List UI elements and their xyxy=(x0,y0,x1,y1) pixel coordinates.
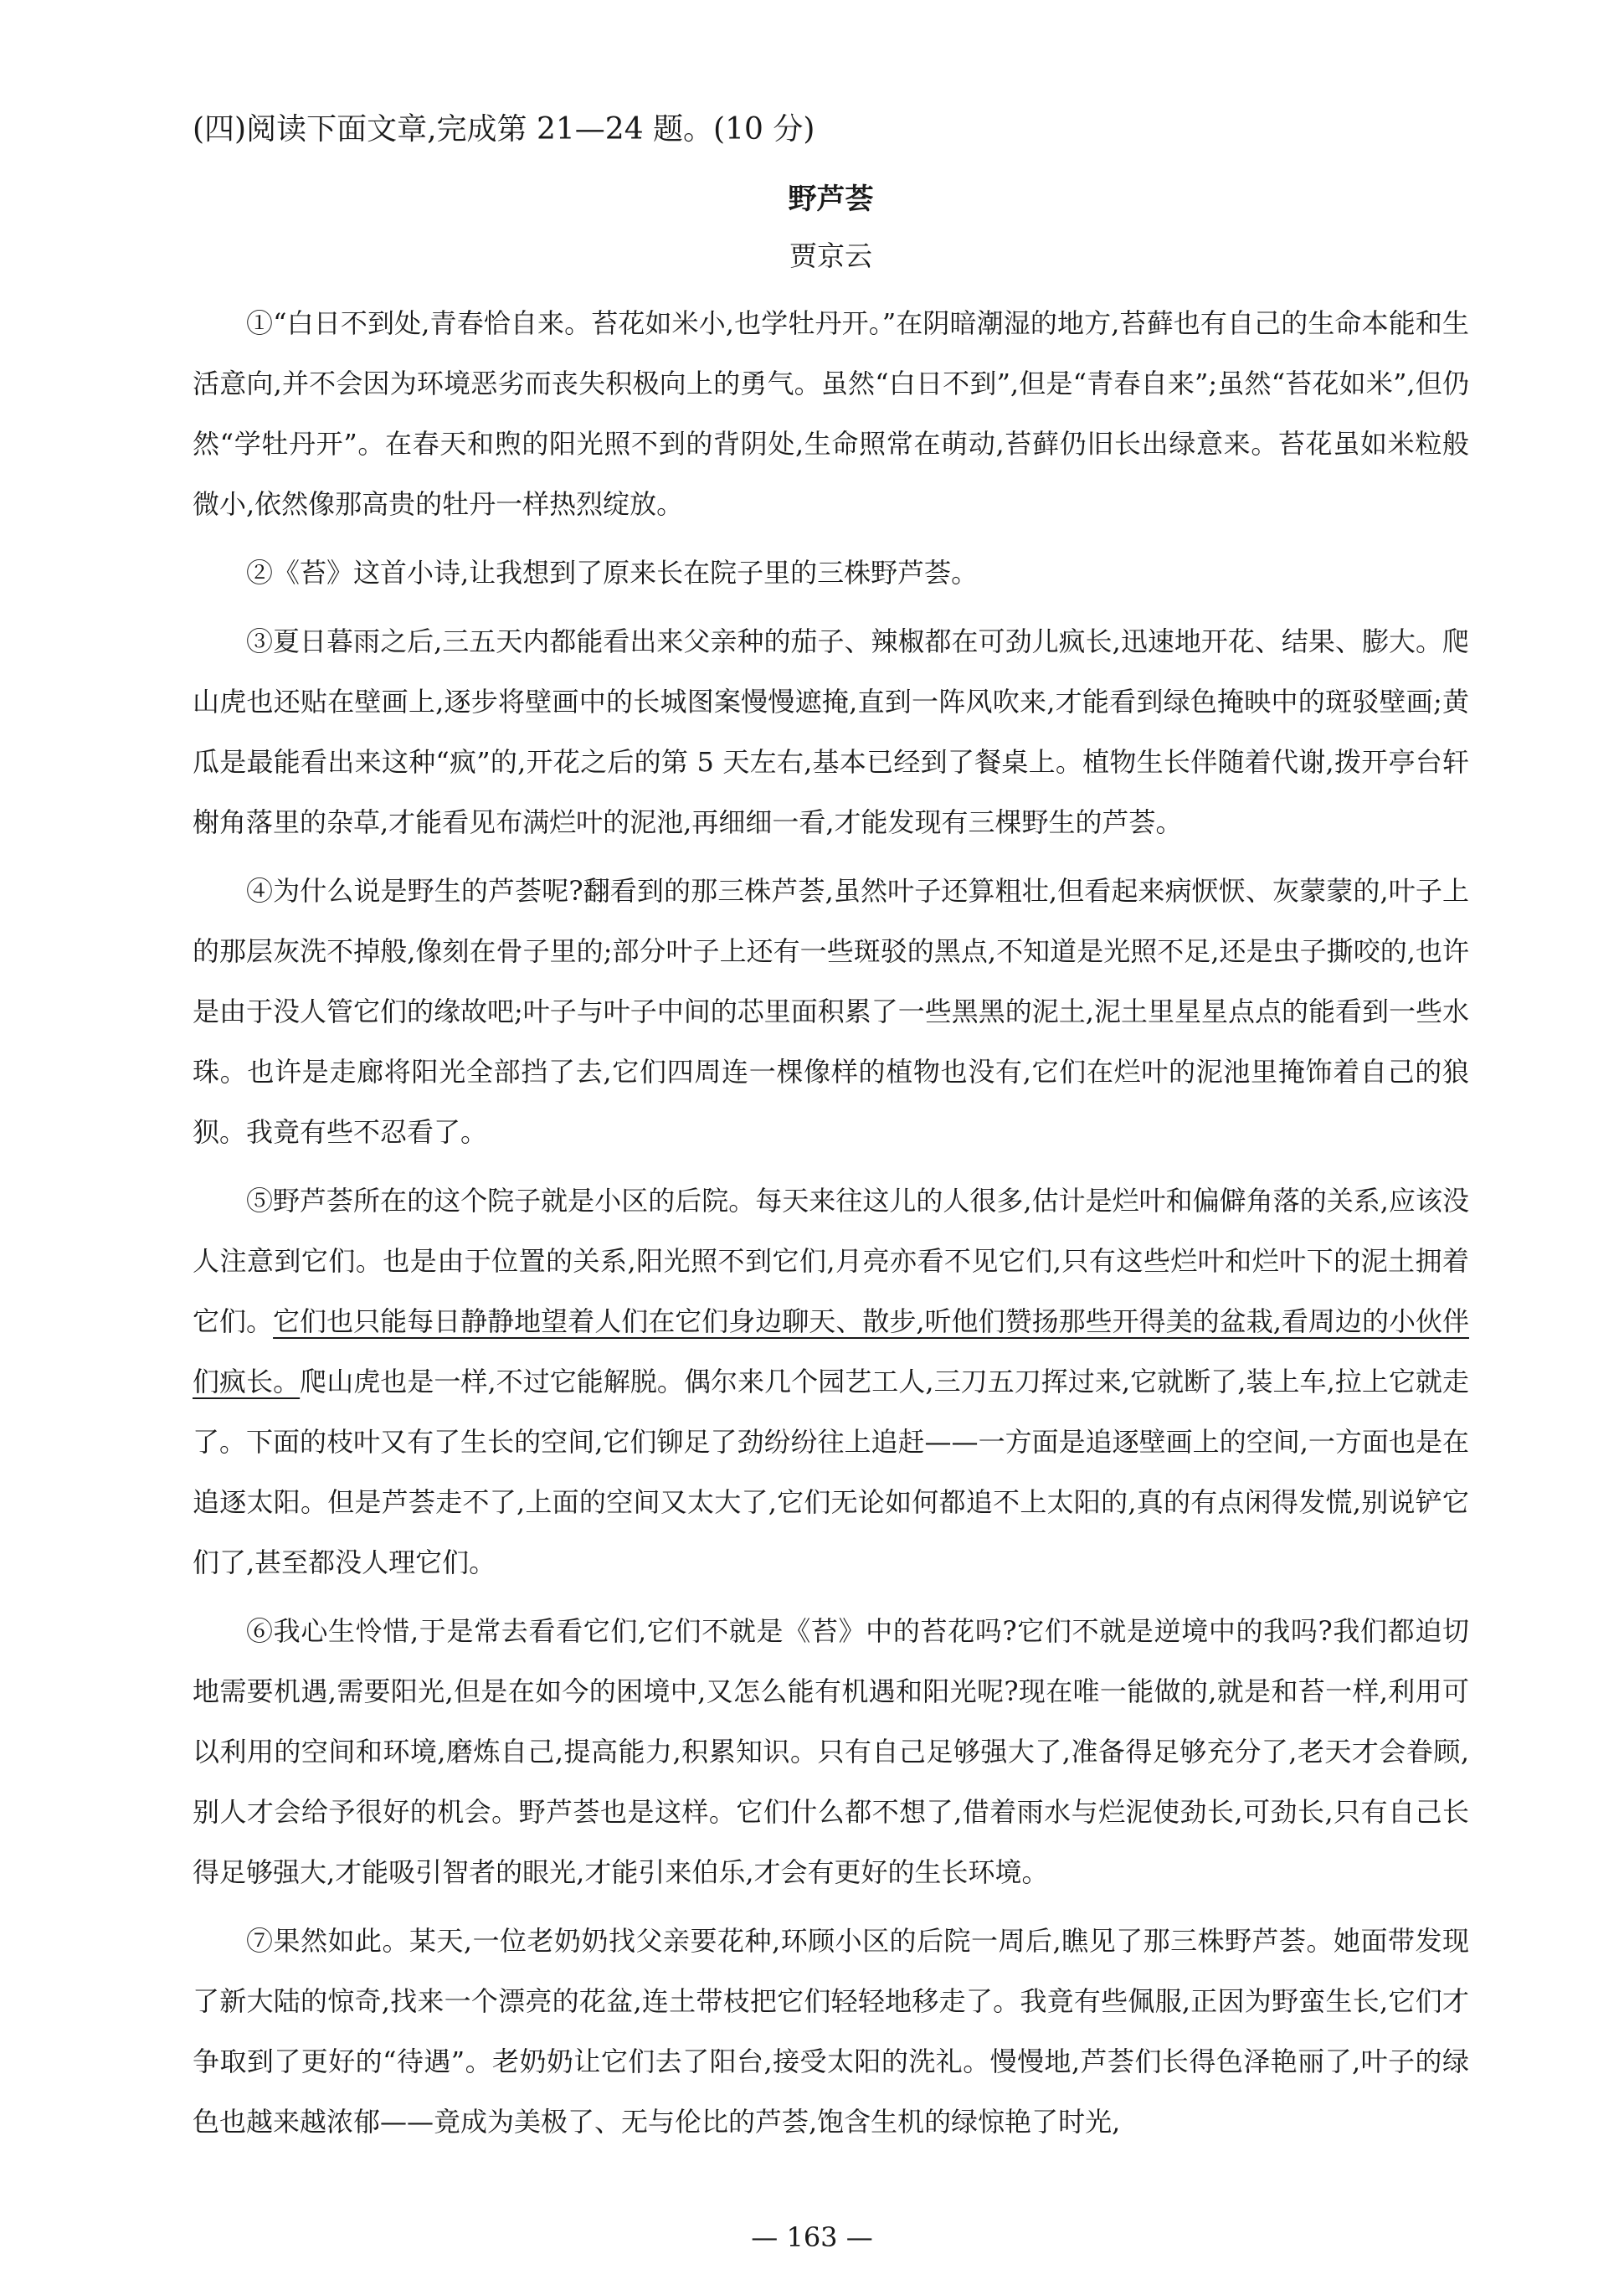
page-content xyxy=(193,100,1469,2160)
underlined-sentence: 它们也只能每日静静地望着人们在它们身边聊天、散步,听他们赞扬那些开得美的盆栽,看周边的小伙伴们疯长。 xyxy=(193,1305,1469,1397)
page-number: — 163 — xyxy=(751,2221,873,2253)
paragraph-5 xyxy=(193,1171,1469,1593)
paragraph-4: ④为什么说是野生的芦荟呢?翻看到的那三株芦荟,虽然叶子还算粗壮,但看起来病恹恹、灰蒙蒙的,叶子上的那层灰洗不掉般,像刻在骨子里的;部分叶子上还有一些斑驳的黑点,不知道是光照不足,还是虫子撕咬的,也许是由于没人管它们的缘故吧;叶子与叶子中间的芯里面积累了一些黑黑的泥土,泥土里星星点点的能看到一些水珠。也许是走廊将阳光全部挡了去,它们四周连一棵像样的植物也没有,它们在烂叶的泥池里掩饰着自己的狼狈。我竟有些不忍看了。 xyxy=(193,875,1469,1148)
paragraph-2: ②《苔》这首小诗,让我想到了原来长在院子里的三株野芦荟。 xyxy=(246,557,979,589)
paragraph-7: ⑦果然如此。某天,一位老奶奶找父亲要花种,环顾小区的后院一周后,瞧见了那三株野芦荟。她面带发现了新大陆的惊奇,找来一个漂亮的花盆,连土带枝把它们轻轻地移走了。我竟有些佩服,正因为野蛮生长,它们才争取到了更好的“待遇”。老奶奶让它们去了阳台,接受太阳的洗礼。慢慢地,芦荟们长得色泽艳丽了,叶子的绿色也越来越浓郁——竟成为美极了、无与伦比的芦荟,饱含生机的绿惊艳了时光, xyxy=(193,1925,1469,2138)
paragraph-5-after: 爬山虎也是一样,不过它能解脱。偶尔来几个园艺工人,三刀五刀挥过来,它就断了,装上车,拉上它就走了。下面的枝叶又有了生长的空间,它们铆足了劲纷纷往上追赶——一方面是追逐壁画上的空间,一方面也是在追逐太阳。但是芦荟走不了,上面的空间又太大了,它们无论如何都追不上太阳的,真的有点闲得发慌,别说铲它们了,甚至都没人理它们。 xyxy=(193,1366,1469,1578)
paragraph-3: ③夏日暮雨之后,三五天内都能看出来父亲种的茄子、辣椒都在可劲儿疯长,迅速地开花、结果、膨大。爬山虎也还贴在壁画上,逐步将壁画中的长城图案慢慢遮掩,直到一阵风吹来,才能看到绿色掩映中的斑驳壁画;黄瓜是最能看出来这种“疯”的,开花之后的第 5 天左右,基本已经到了餐桌上。植物生长伴随着代谢,拨开亭台轩榭角落里的杂草,才能看见布满烂叶的泥池,再细细一看,才能发现有三棵野生的芦荟。 xyxy=(193,625,1469,838)
paragraph-5-before: ⑤野芦荟所在的这个院子就是小区的后院。每天来往这儿的人很多,估计是烂叶和偏僻角落的关系,应该没人注意到它们。也是由于位置的关系,阳光照不到它们,月亮亦看不见它们,只有这些烂叶和烂叶下的泥土拥着它们。 xyxy=(193,1185,1469,1337)
paragraph-1: ①“白日不到处,青春恰自来。苔花如米小,也学牡丹开。”在阴暗潮湿的地方,苔藓也有自己的生命本能和生活意向,并不会因为环境恶劣而丧失积极向上的勇气。虽然“白日不到”,但是“青春自来”;虽然“苔花如米”,但仍然“学牡丹开”。在春天和煦的阳光照不到的背阴处,生命照常在萌动,苔藓仍旧长出绿意来。苔花虽如米粒般微小,依然像那高贵的牡丹一样热烈绽放。 xyxy=(193,307,1469,520)
article-author: 贾京云 xyxy=(789,239,872,272)
section-heading: (四)阅读下面文章,完成第 21—24 题。(10 分) xyxy=(193,112,815,147)
paragraph-6: ⑥我心生怜惜,于是常去看看它们,它们不就是《苔》中的苔花吗?它们不就是逆境中的我吗?我们都迫切地需要机遇,需要阳光,但是在如今的困境中,又怎么能有机遇和阳光呢?现在唯一能做的,就是和苔一样,利用可以利用的空间和环境,磨炼自己,提高能力,积累知识。只有自己足够强大了,准备得足够充分了,老天才会眷顾,别人才会给予很好的机会。野芦荟也是这样。它们什么都不想了,借着雨水与烂泥使劲长,可劲长,只有自己长得足够强大,才能吸引智者的眼光,才能引来伯乐,才会有更好的生长环境。 xyxy=(193,1615,1469,1888)
article-title: 野芦荟 xyxy=(788,183,874,216)
